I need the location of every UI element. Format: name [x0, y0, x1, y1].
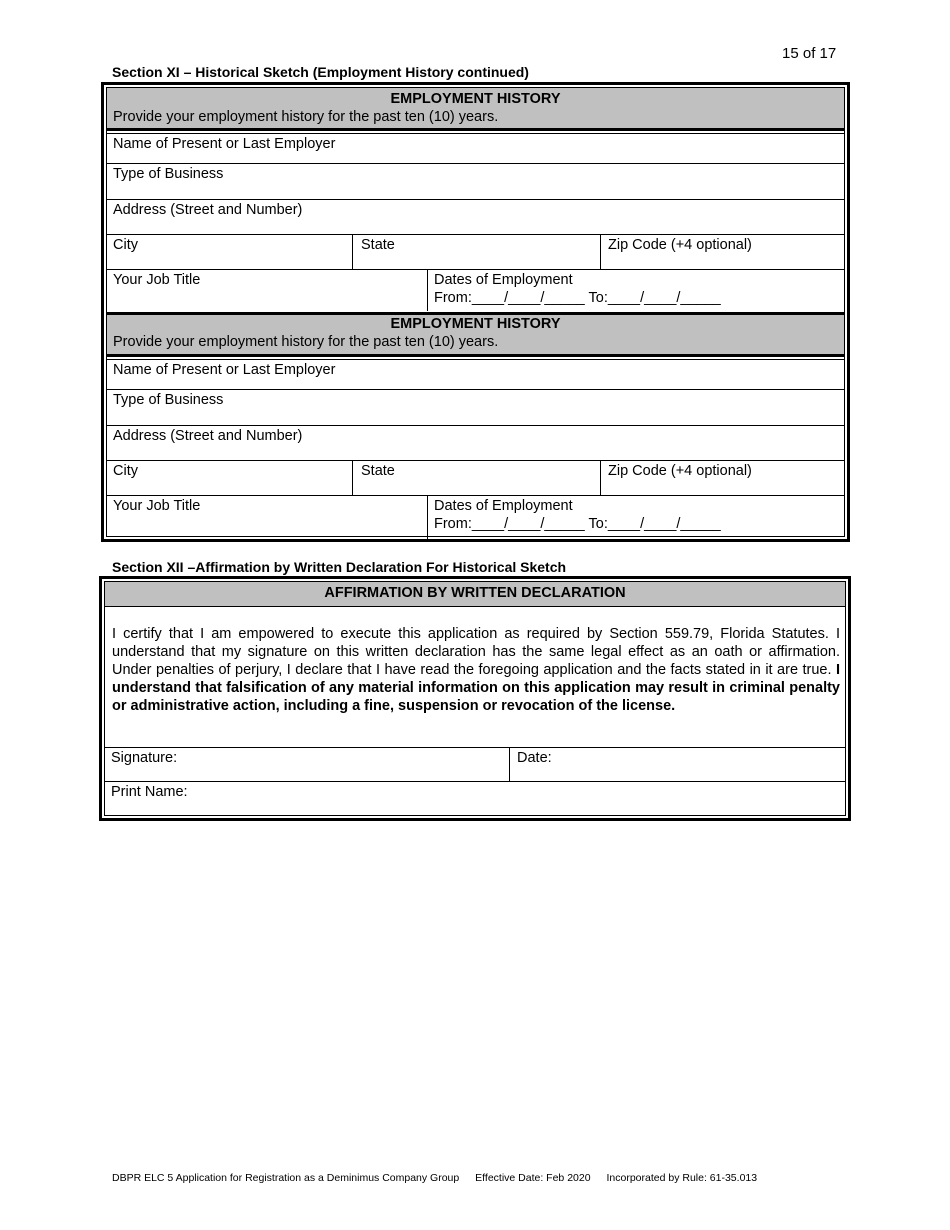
- page-footer: [112, 1172, 770, 1184]
- affirmation-statement: [112, 625, 840, 715]
- signature-field[interactable]: Signature:: [111, 750, 178, 766]
- business-type-field[interactable]: Type of Business: [113, 392, 224, 408]
- city-field[interactable]: City: [113, 463, 138, 479]
- affirmation-frame: [99, 576, 851, 821]
- dates-of-employment-label: Dates of Employment: [434, 272, 573, 288]
- employer-name-field[interactable]: Name of Present or Last Employer: [113, 362, 336, 378]
- date-field[interactable]: Date:: [517, 750, 552, 766]
- section-xii-heading: [112, 559, 566, 575]
- affirmation-statement-text: I certify that I am empowered to execute this application as required by Section 559.79, Florida Statutes. I understand that my signature on this written declaration has the same legal effect as an oath or affirmation. Under penalties of perjury, I declare that I have read the foregoing application and the facts stated in it are true.: [112, 626, 840, 678]
- dates-of-employment-field[interactable]: From:____/____/_____ To:____/____/_____: [434, 290, 721, 306]
- page-number: 15 of 17: [782, 45, 837, 62]
- dates-of-employment-field[interactable]: From:____/____/_____ To:____/____/_____: [434, 516, 721, 532]
- employment-history-title: EMPLOYMENT HISTORY: [390, 91, 561, 107]
- employment-history-frame: [101, 82, 850, 542]
- affirmation-warning-text: I understand that falsification of any material information on this application may result in criminal penalty or administrative action, including a fine, suspension or revocation of the license.: [112, 662, 840, 714]
- job-title-field[interactable]: Your Job Title: [113, 498, 201, 514]
- address-field[interactable]: Address (Street and Number): [113, 202, 303, 218]
- employment-history-header-2: [107, 315, 844, 357]
- job-title-field[interactable]: Your Job Title: [113, 272, 201, 288]
- dates-of-employment-label: Dates of Employment: [434, 498, 573, 514]
- affirmation-title: AFFIRMATION BY WRITTEN DECLARATION: [324, 585, 626, 601]
- employment-history-title: EMPLOYMENT HISTORY: [390, 316, 561, 332]
- state-field[interactable]: State: [361, 237, 395, 253]
- employment-history-subtitle: Provide your employment history for the past ten (10) years.: [113, 334, 499, 350]
- print-name-field[interactable]: Print Name:: [111, 784, 188, 800]
- address-field[interactable]: Address (Street and Number): [113, 428, 303, 444]
- city-field[interactable]: City: [113, 237, 138, 253]
- footer-effective-date: Effective Date: Feb 2020: [475, 1172, 591, 1184]
- zip-code-field[interactable]: Zip Code (+4 optional): [608, 237, 752, 253]
- section-xii-heading-prefix: Section XII –: [112, 559, 196, 575]
- footer-form-title: DBPR ELC 5 Application for Registration as a Deminimus Company Group: [112, 1172, 460, 1184]
- business-type-field[interactable]: Type of Business: [113, 166, 224, 182]
- section-xii-heading-text: Affirmation by Written Declaration For Historical Sketch: [195, 559, 567, 575]
- zip-code-field[interactable]: Zip Code (+4 optional): [608, 463, 752, 479]
- employment-history-header-1: [107, 88, 844, 131]
- employment-history-subtitle: Provide your employment history for the past ten (10) years.: [113, 109, 499, 125]
- affirmation-header: [105, 582, 845, 607]
- state-field[interactable]: State: [361, 463, 395, 479]
- footer-rule: Incorporated by Rule: 61-35.013: [606, 1172, 758, 1184]
- section-xi-heading: Section XI – Historical Sketch (Employment History continued): [112, 64, 529, 80]
- employer-name-field[interactable]: Name of Present or Last Employer: [113, 136, 336, 152]
